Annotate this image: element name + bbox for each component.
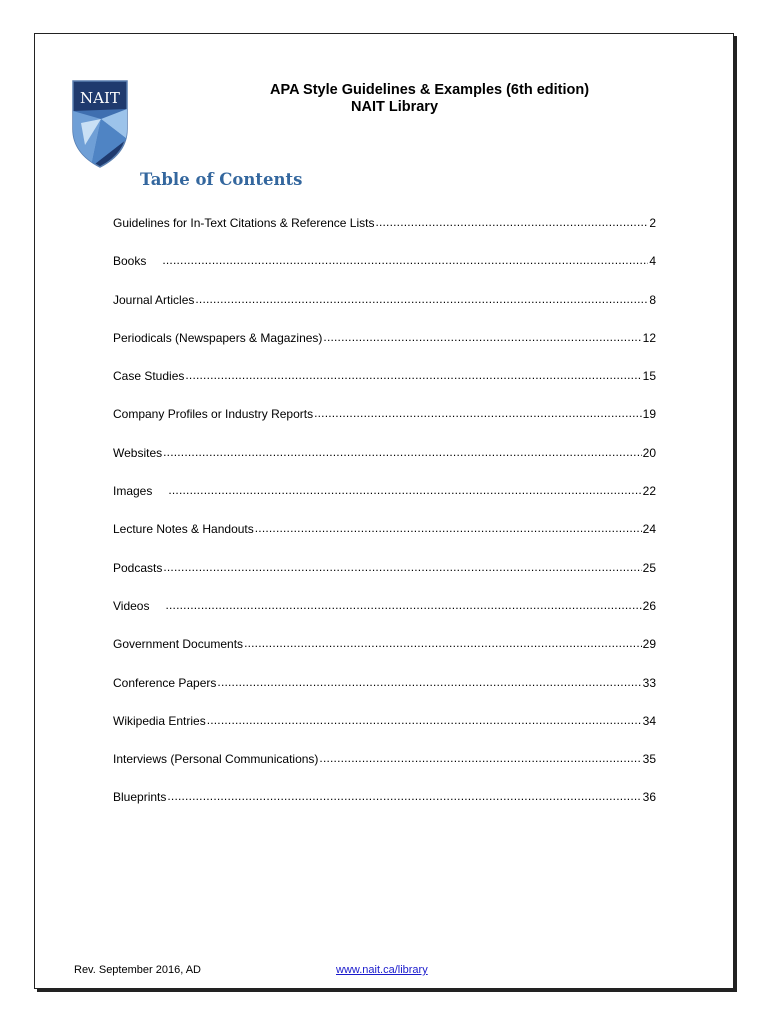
- toc-entry[interactable]: [113, 713, 656, 751]
- dot-leader: [163, 445, 642, 457]
- toc-entry[interactable]: [113, 521, 656, 559]
- dot-leader: [167, 789, 641, 801]
- dot-leader: [375, 215, 648, 227]
- toc-entry-label: Conference Papers: [113, 675, 217, 690]
- toc-entry-page: 36: [642, 790, 656, 805]
- document-subtitle: NAIT Library: [351, 99, 439, 115]
- toc-entry-label: Journal Articles: [113, 292, 195, 307]
- dot-leader: [314, 406, 642, 418]
- toc-entry-label: Lecture Notes & Handouts: [113, 522, 254, 537]
- dot-leader: [195, 292, 648, 304]
- toc-entry-page: 2: [649, 216, 656, 230]
- dot-leader: [162, 253, 648, 265]
- toc-entry-page: 25: [642, 560, 656, 575]
- toc-entry-page: 12: [642, 330, 656, 345]
- dot-leader: [319, 751, 641, 763]
- dot-leader: [163, 560, 641, 572]
- dot-leader: [207, 713, 642, 725]
- toc-entry-page: 22: [642, 484, 656, 499]
- toc-entry[interactable]: [113, 483, 656, 521]
- toc-entry[interactable]: [113, 253, 656, 291]
- toc-entry-label: Interviews (Personal Communications): [113, 752, 319, 767]
- toc-entry[interactable]: [113, 368, 656, 406]
- toc-entry[interactable]: [113, 406, 656, 444]
- toc-entry[interactable]: [113, 445, 656, 483]
- toc-entry-label: Videos: [113, 598, 150, 613]
- dot-leader: [185, 368, 641, 380]
- toc-entry[interactable]: [113, 675, 656, 713]
- toc-entry-label: Guidelines for In-Text Citations & Reference Lists: [113, 216, 375, 230]
- toc-entry-label: Images: [113, 484, 153, 499]
- toc-entry[interactable]: [113, 636, 656, 674]
- toc-entry-page: 33: [642, 675, 656, 690]
- library-link[interactable]: www.nait.ca/library: [336, 964, 428, 976]
- nait-logo: [71, 79, 129, 169]
- toc-entry-label: Blueprints: [113, 790, 167, 805]
- revision-note: Rev. September 2016, AD: [74, 964, 201, 976]
- toc-heading: Table of Contents: [140, 170, 303, 189]
- dot-leader: [323, 330, 641, 342]
- toc-entry-page: 8: [649, 292, 656, 307]
- toc-entry[interactable]: [113, 330, 656, 368]
- toc-entry[interactable]: [113, 598, 656, 636]
- toc-list: [113, 215, 656, 828]
- toc-entry-label: Books: [113, 254, 147, 269]
- toc-entry[interactable]: [113, 789, 656, 827]
- toc-entry[interactable]: [113, 560, 656, 598]
- toc-entry[interactable]: [113, 751, 656, 789]
- toc-entry-page: 29: [642, 637, 656, 652]
- toc-entry-label: Periodicals (Newspapers & Magazines): [113, 330, 323, 345]
- toc-entry-label: Podcasts: [113, 560, 163, 575]
- dot-leader: [217, 675, 641, 687]
- toc-entry-label: Websites: [113, 445, 163, 460]
- toc-entry-page: 19: [642, 407, 656, 422]
- toc-entry-page: 15: [642, 369, 656, 384]
- toc-entry[interactable]: [113, 292, 656, 330]
- document-page: [34, 33, 734, 989]
- toc-entry-label: Government Documents: [113, 637, 244, 652]
- toc-entry-page: 34: [642, 713, 656, 728]
- document-title: APA Style Guidelines & Examples (6th edition): [270, 82, 590, 98]
- toc-entry-page: 20: [642, 445, 656, 460]
- dot-leader: [168, 483, 641, 495]
- toc-entry-page: 4: [649, 254, 656, 269]
- toc-entry-label: Company Profiles or Industry Reports: [113, 407, 314, 422]
- toc-entry[interactable]: [113, 215, 656, 253]
- dot-leader: [165, 598, 641, 610]
- toc-entry-label: Wikipedia Entries: [113, 713, 206, 728]
- toc-entry-page: 26: [642, 598, 656, 613]
- toc-entry-page: 35: [642, 752, 656, 767]
- toc-entry-page: 24: [642, 522, 656, 537]
- svg-text:NAIT: NAIT: [80, 89, 120, 107]
- toc-entry-label: Case Studies: [113, 369, 185, 384]
- dot-leader: [255, 521, 642, 533]
- dot-leader: [244, 636, 642, 648]
